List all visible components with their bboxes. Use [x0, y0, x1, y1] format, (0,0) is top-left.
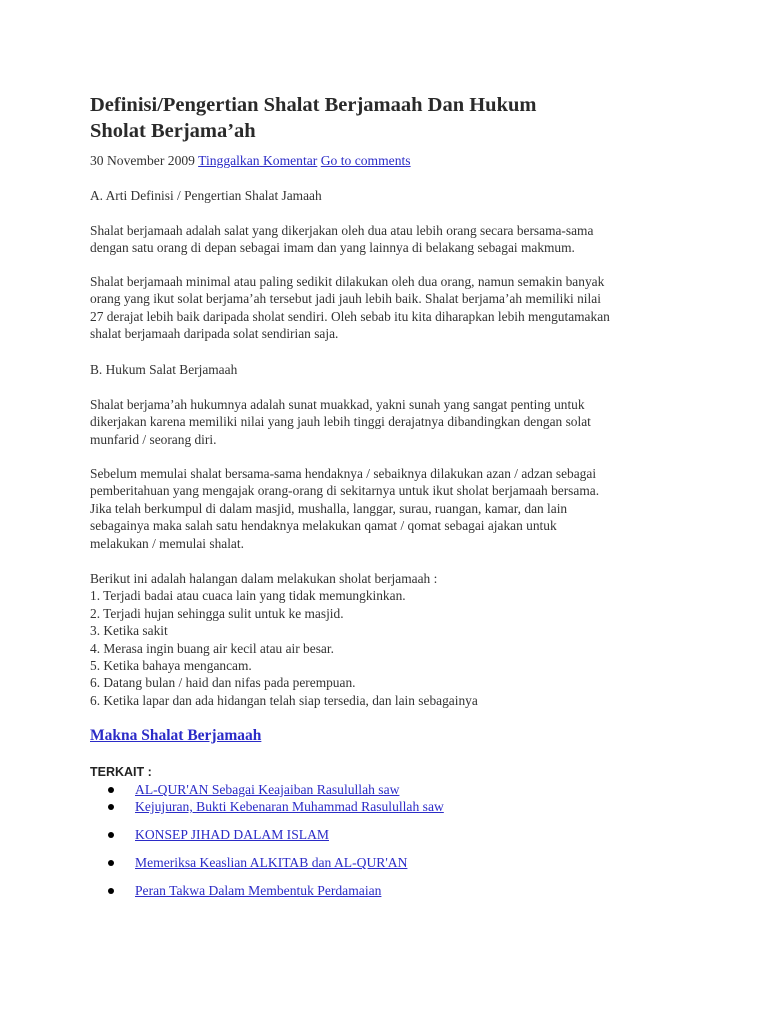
paragraph-2: Shalat berjamaah minimal atau paling sedikit dilakukan oleh dua orang, namun semakin banyak orang yang ikut solat berjama’ah tersebut jadi jauh lebih baik. Shalat berjama’ah memiliki nilai 27 derajat lebih baik daripada sholat sendiri. Oleh sebab itu kita diharapkan lebih mengutamakan shalat berjamaah daripada solat sendirian saja.: [90, 274, 610, 342]
section-a-heading: A. Arti Definisi / Pengertian Shalat Jamaah: [90, 188, 322, 203]
related-link[interactable]: KONSEP JIHAD DALAM ISLAM: [135, 827, 329, 842]
section-b-heading: B. Hukum Salat Berjamaah: [90, 362, 238, 377]
paragraph-5-list: Berikut ini adalah halangan dalam melakukan sholat berjamaah : 1. Terjadi badai atau cuaca lain yang tidak memungkinkan. 2. Terjadi hujan sehingga sulit untuk ke masjid. 3. Ketika sakit 4. Merasa ingin buang air kecil atau air besar. 5. Ketika bahaya mengancam. 6. Datang bulan / haid dan nifas pada perempuan. 6. Ketika lapar dan ada hidangan telah siap tersedia, dan lain sebagainya: [90, 571, 478, 708]
related-link[interactable]: Kejujuran, Bukti Kebenaran Muhammad Rasulullah saw: [135, 799, 444, 814]
bullet-icon: [108, 804, 114, 810]
related-link[interactable]: Peran Takwa Dalam Membentuk Perdamaian: [135, 883, 382, 898]
bullet-icon: [108, 860, 114, 866]
article-title: [90, 92, 630, 144]
paragraph-3: Shalat berjama’ah hukumnya adalah sunat muakkad, yakni sunah yang sangat penting untuk dikerjakan karena memiliki nilai yang jauh lebih tinggi derajatnya dibandingkan dengan solat munfarid / seorang diri.: [90, 397, 591, 447]
related-link[interactable]: Memeriksa Keaslian ALKITAB dan AL-QUR'AN: [135, 855, 408, 870]
bullet-icon: [108, 787, 114, 793]
related-link[interactable]: AL-QUR'AN Sebagai Keajaiban Rasulullah saw: [135, 782, 400, 797]
post-date: 30 November 2009: [90, 153, 195, 168]
paragraph-4: Sebelum memulai shalat bersama-sama hendaknya / sebaiknya dilakukan azan / adzan sebagai pemberitahuan yang mengajak orang-orang di sekitarnya untuk ikut sholat berjamaah bersama. Jika telah berkumpul di dalam masjid, mushalla, langgar, surau, ruangan, kamar, dan lain sebagainya maka salah satu hendaknya melakukan qamat / qomat sebagai ajakan untuk melakukan / memulai shalat.: [90, 466, 600, 551]
bullet-icon: [108, 832, 114, 838]
leave-comment-link[interactable]: Tinggalkan Komentar: [198, 153, 318, 168]
title-line-2: Sholat Berjama’ah: [90, 120, 256, 142]
title-line-1: Definisi/Pengertian Shalat Berjamaah Dan Hukum: [90, 94, 537, 116]
post-meta: [90, 152, 411, 170]
go-to-comments-link[interactable]: Go to comments: [320, 153, 411, 168]
bullet-icon: [108, 888, 114, 894]
related-label: TERKAIT :: [90, 765, 152, 779]
makna-shalat-link[interactable]: Makna Shalat Berjamaah: [90, 727, 262, 744]
paragraph-1: Shalat berjamaah adalah salat yang dikerjakan oleh dua atau lebih orang secara bersama-sama dengan satu orang di depan sebagai imam dan yang lainnya di belakang sebagai makmum.: [90, 223, 594, 256]
